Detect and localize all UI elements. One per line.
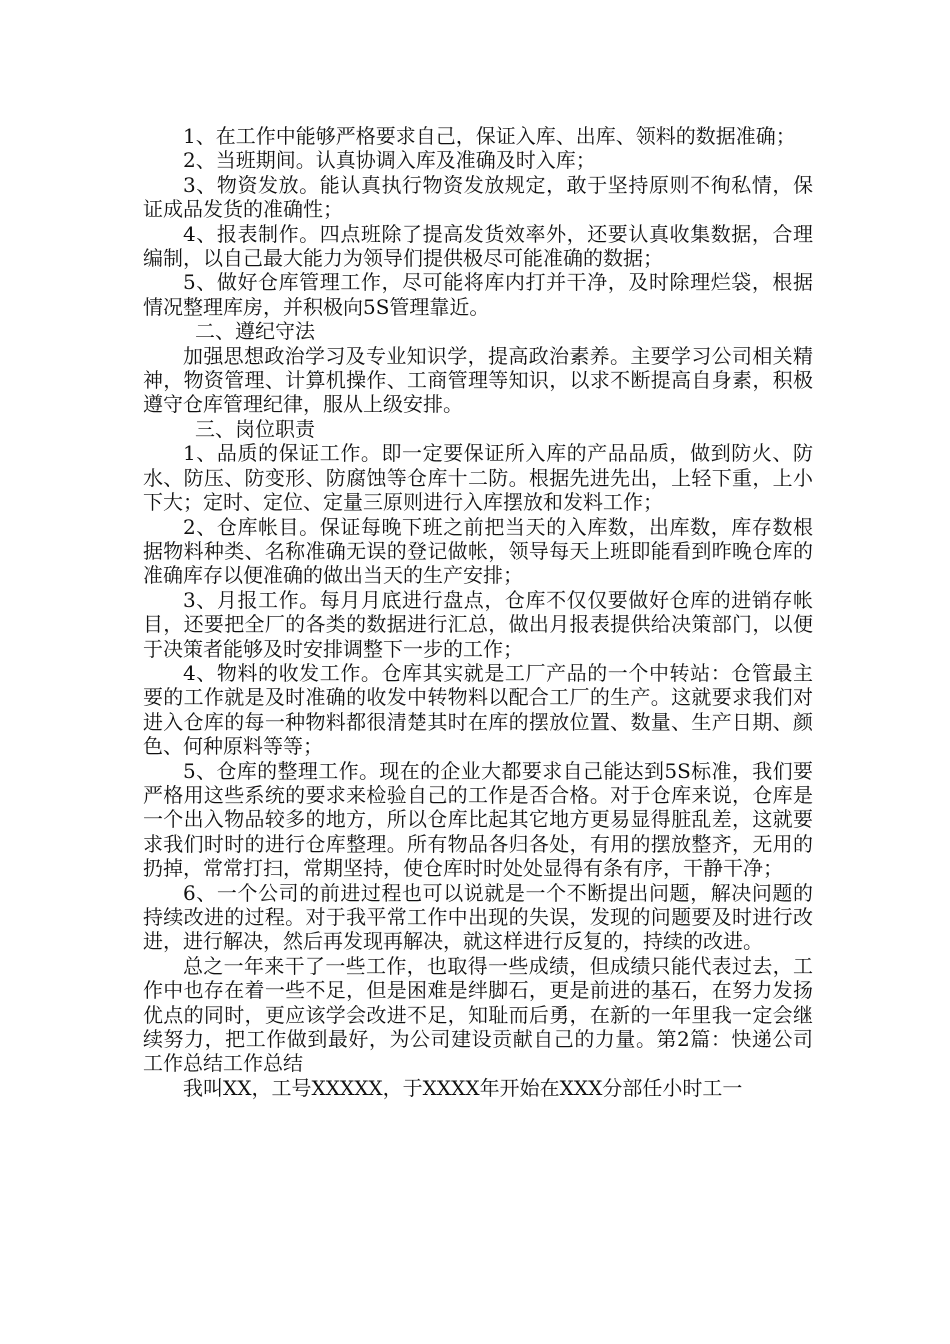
paragraph-duty-6: 6、一个公司的前进过程也可以说就是一个不断提出问题，解决问题的持续改进的过程。对于我平常工作中出现的失误，发现的问题要及时进行改进，进行解决，然后再发现再解决，就这样进行反复的，持续的改进。 [143, 880, 813, 954]
paragraph-item-5: 5、做好仓库管理工作，尽可能将库内打并干净，及时除理烂袋，根据情况整理库房，并积极向5S管理靠近。 [143, 270, 813, 319]
paragraph-duty-2: 2、仓库帐目。保证每晚下班之前把当天的入库数，出库数，库存数根据物料种类、名称准确无误的登记做帐，领导每天上班即能看到昨晚仓库的准确库存以便准确的做出当天的生产安排； [143, 514, 813, 588]
document-body [143, 124, 813, 1100]
section-heading-duties: 三、岗位职责 [195, 416, 315, 441]
paragraph-study: 加强思想政治学习及专业知识学，提高政治素养。主要学习公司相关精神，物资管理、计算机操作、工商管理等知识，以求不断提高自身素，积极遵守仓库管理纪律，服从上级安排。 [143, 343, 813, 417]
paragraph-duty-3: 3、月报工作。每月月底进行盘点，仓库不仅仅要做好仓库的进销存帐目，还要把全厂的各类的数据进行汇总，做出月报表提供给决策部门，以便于决策者能够及时安排调整下一步的工作； [143, 587, 813, 661]
paragraph-item-3: 3、物资发放。能认真执行物资发放规定，敢于坚持原则不徇私情，保证成品发货的准确性； [143, 172, 813, 222]
paragraph-item-1: 1、在工作中能够严格要求自己，保证入库、出库、领料的数据准确； [183, 124, 796, 148]
paragraph-duty-4: 4、物料的收发工作。仓库其实就是工厂产品的一个中转站：仓管最主要的工作就是及时准确的收发中转物料以配合工厂的生产。这就要求我们对进入仓库的每一种物料都很清楚其时在库的摆放位置、数量、生产日期、颜色、何种原料等等； [143, 660, 813, 759]
paragraph-summary: 总之一年来干了一些工作，也取得一些成绩，但成绩只能代表过去，工作中也存在着一些不足，但是困难是绊脚石，更是前进的基石，在努力发扬优点的同时，更应该学会改进不足，知耻而后勇，在新的一年里我一定会继续努力，把工作做到最好，为公司建设贡献自己的力量。第2篇：快递公司工作总结工作总结 [143, 953, 813, 1076]
section-heading-discipline: 二、遵纪守法 [195, 319, 315, 344]
paragraph-duty-1: 1、品质的保证工作。即一定要保证所入库的产品品质，做到防火、防水、防压、防变形、防腐蚀等仓库十二防。根据先进先出，上轻下重，上小下大；定时、定位、定量三原则进行入库摆放和发料工作； [143, 441, 813, 515]
paragraph-item-2: 2、当班期间。认真协调入库及准确及时入库； [183, 148, 596, 173]
paragraph-intro: 我叫XX，工号XXXXX，于XXXX年开始在XXX分部任小时工一 [183, 1075, 743, 1100]
paragraph-duty-5: 5、仓库的整理工作。现在的企业大都要求自己能达到5S标准，我们要严格用这些系统的要求来检验自己的工作是否合格。对于仓库来说，仓库是一个出入物品较多的地方，所以仓库比起其它地方更易显得脏乱差，这就要求我们时时的进行仓库整理。所有物品各归各处，有用的摆放整齐，无用的扔掉，常常打扫，常期坚持，使仓库时时处处显得有条有序，干静干净； [143, 758, 813, 881]
paragraph-item-4: 4、报表制作。四点班除了提高发货效率外，还要认真收集数据，合理编制，以自己最大能力为领导们提供极尽可能准确的数据； [143, 221, 813, 271]
